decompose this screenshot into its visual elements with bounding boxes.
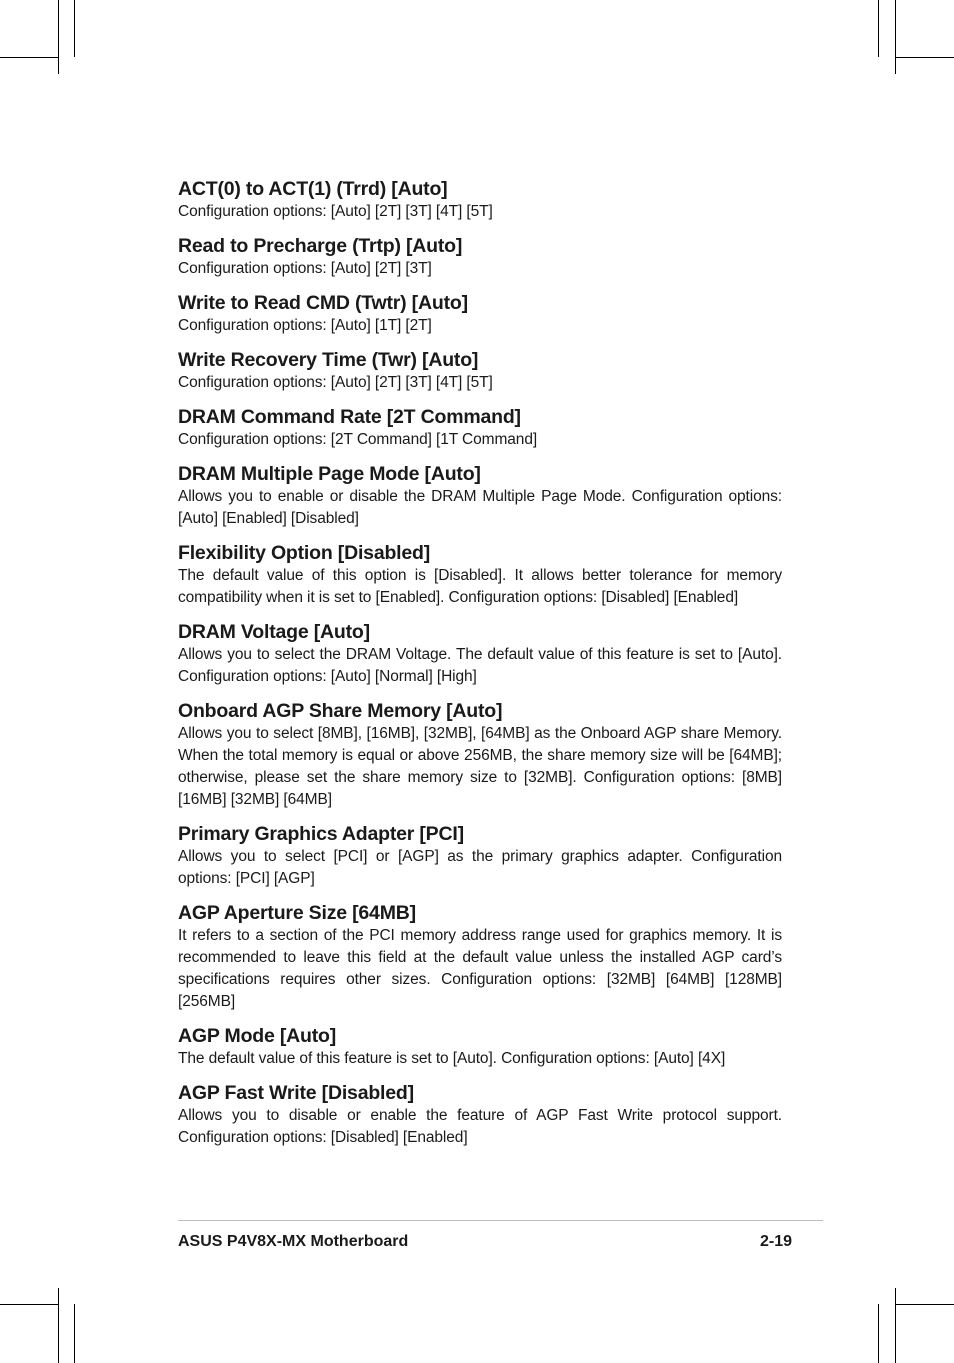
option-heading: DRAM Command Rate [2T Command] [178, 406, 521, 428]
option-description: It refers to a section of the PCI memory address range used for graphics memory. It is recommended to leave this field at the default value unless the installed AGP card’s specifications requires other sizes. Configuration options: [32MB] [64MB] [128MB] [256MB] [178, 927, 782, 1010]
footer-divider [178, 1220, 823, 1221]
option-heading: Write to Read CMD (Twtr) [Auto] [178, 292, 468, 314]
option-description: Allows you to select [8MB], [16MB], [32MB], [64MB] as the Onboard AGP share Memory. When the total memory is equal or above 256MB, the share memory size will be [64MB]; otherwise, please set the share memory size to [32MB]. Configuration options: [8MB] [16MB] [32MB] [64MB] [178, 725, 782, 808]
bios-option-section [178, 901, 782, 1013]
bios-option-section [178, 1024, 782, 1070]
option-heading: Write Recovery Time (Twr) [Auto] [178, 349, 479, 371]
crop-mark [878, 1304, 879, 1363]
bios-option-section [178, 541, 782, 609]
bios-option-section [178, 620, 782, 688]
option-description: The default value of this option is [Disabled]. It allows better tolerance for memory compatibility when it is set to [Enabled]. Configuration options: [Disabled] [Enabled] [178, 567, 782, 606]
crop-mark [74, 0, 75, 57]
option-description: Allows you to select the DRAM Voltage. The default value of this feature is set to [Auto]. Configuration options: [Auto] [Normal] [High] [178, 646, 782, 685]
crop-mark [58, 0, 59, 74]
option-heading: Primary Graphics Adapter [PCI] [178, 823, 464, 845]
bios-option-section [178, 177, 782, 223]
option-heading: AGP Aperture Size [64MB] [178, 902, 416, 924]
option-heading: DRAM Multiple Page Mode [Auto] [178, 463, 481, 485]
bios-option-section [178, 822, 782, 890]
footer-product-name: ASUS P4V8X-MX Motherboard [178, 1233, 409, 1250]
crop-mark [0, 1304, 58, 1305]
bios-option-section [178, 234, 782, 280]
option-heading: AGP Mode [Auto] [178, 1025, 337, 1047]
option-description: The default value of this feature is set to [Auto]. Configuration options: [Auto] [4X] [178, 1050, 726, 1067]
option-description: Configuration options: [Auto] [2T] [3T] [178, 260, 432, 277]
bios-option-section [178, 405, 782, 451]
option-heading: Flexibility Option [Disabled] [178, 542, 431, 564]
option-description: Configuration options: [Auto] [1T] [2T] [178, 317, 432, 334]
crop-mark [895, 0, 896, 74]
bios-option-section [178, 699, 782, 811]
manual-content [178, 177, 782, 1160]
footer-page-number: 2-19 [759, 1233, 792, 1250]
bios-option-section [178, 462, 782, 530]
crop-mark [58, 1288, 59, 1363]
crop-mark [895, 1288, 896, 1363]
option-heading: Read to Precharge (Trtp) [Auto] [178, 235, 463, 257]
option-description: Configuration options: [Auto] [2T] [3T] [4T] [5T] [178, 203, 493, 220]
option-heading: Onboard AGP Share Memory [Auto] [178, 700, 503, 722]
option-heading: ACT(0) to ACT(1) (Trrd) [Auto] [178, 178, 448, 200]
option-description: Configuration options: [Auto] [2T] [3T] [4T] [5T] [178, 374, 493, 391]
option-heading: AGP Fast Write [Disabled] [178, 1082, 414, 1104]
crop-mark [878, 0, 879, 57]
crop-mark [0, 57, 58, 58]
bios-option-section [178, 1081, 782, 1149]
option-description: Allows you to select [PCI] or [AGP] as the primary graphics adapter. Configuration options: [PCI] [AGP] [178, 848, 782, 887]
bios-option-section [178, 348, 782, 394]
crop-mark [895, 1304, 954, 1305]
option-description: Allows you to enable or disable the DRAM Multiple Page Mode. Configuration options: [Auto] [Enabled] [Disabled] [178, 488, 782, 527]
option-heading: DRAM Voltage [Auto] [178, 621, 370, 643]
option-description: Allows you to disable or enable the feature of AGP Fast Write protocol support. Configuration options: [Disabled] [Enabled] [178, 1107, 782, 1146]
crop-mark [74, 1304, 75, 1363]
bios-option-section [178, 291, 782, 337]
option-description: Configuration options: [2T Command] [1T Command] [178, 431, 538, 448]
crop-mark [895, 57, 954, 58]
